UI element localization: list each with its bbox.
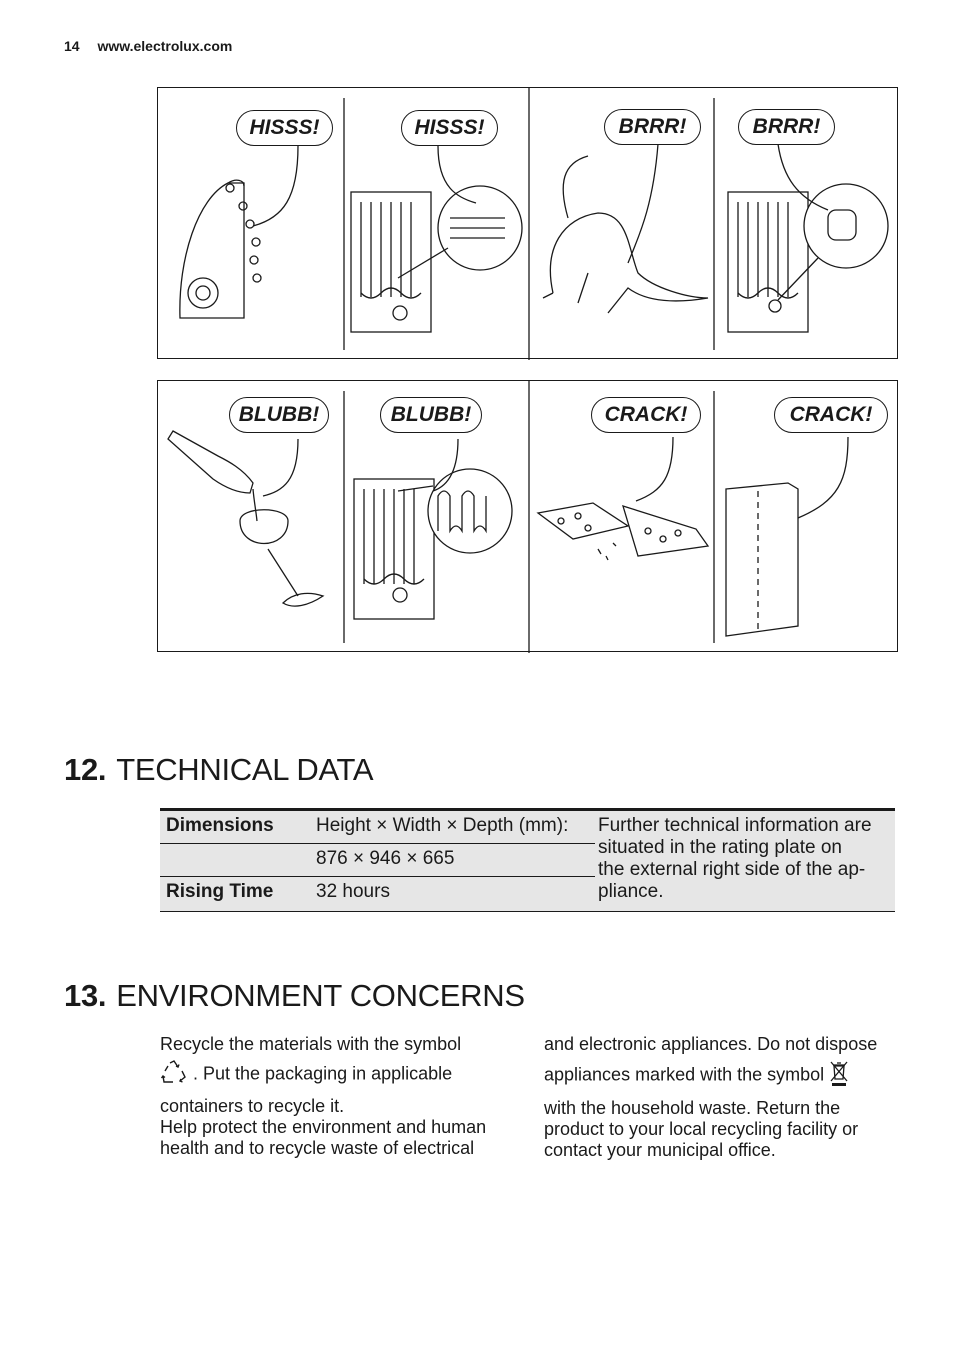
section-13-title: ENVIRONMENT CONCERNS [116, 978, 525, 1013]
bubble-hisss-2: HISSS! [401, 110, 498, 146]
bubble-brrr-1: BRRR! [604, 109, 701, 145]
section-13-heading [64, 978, 525, 1014]
environment-text-right [544, 1034, 904, 1161]
left-line-2-row [160, 1059, 530, 1090]
bubble-brrr-2: BRRR! [738, 109, 835, 145]
recycle-icon [160, 1059, 188, 1090]
section-12-title: TECHNICAL DATA [116, 752, 374, 787]
bubble-hisss-1: HISSS! [236, 110, 333, 146]
bubble-blubb-1: BLUBB! [229, 397, 329, 433]
dimensions-header: Height × Width × Depth (mm): [316, 815, 569, 836]
right-line-4: product to your local recycling facility or [544, 1119, 859, 1139]
illustration-panel-sounds-1 [157, 87, 898, 359]
row-divider-1 [160, 843, 595, 844]
note-line-1: Further technical information are [598, 815, 872, 836]
rising-time-value: 32 hours [316, 881, 390, 902]
left-line-2: . Put the packaging in applicable [188, 1063, 453, 1084]
note-line-4: pliance. [598, 881, 664, 902]
dimensions-label: Dimensions [166, 815, 274, 836]
page-header [64, 38, 232, 54]
right-line-3: with the household waste. Return the [544, 1098, 841, 1118]
dimensions-value: 876 × 946 × 665 [316, 848, 455, 869]
environment-text-left [160, 1034, 530, 1159]
right-line-2-row [544, 1059, 904, 1092]
left-line-5: health and to recycle waste of electrical [160, 1138, 475, 1158]
right-line-5: contact your municipal office. [544, 1140, 776, 1160]
note-line-3: the external right side of the ap- [598, 859, 866, 880]
bubble-crack-2: CRACK! [774, 397, 888, 433]
left-line-4: Help protect the environment and human [160, 1117, 487, 1137]
section-13-number: 13. [64, 978, 107, 1013]
technical-data-table [160, 808, 895, 912]
note-line-2: situated in the rating plate on [598, 837, 843, 858]
right-line-1: and electronic appliances. Do not dispose [544, 1034, 878, 1054]
right-line-2: appliances marked with the symbol [544, 1064, 825, 1085]
rising-time-label: Rising Time [166, 881, 274, 902]
website-link[interactable]: www.electrolux.com [97, 38, 233, 54]
illustration-panel-sounds-2 [157, 380, 898, 652]
section-12-heading [64, 752, 373, 788]
bubble-crack-1: CRACK! [591, 397, 701, 433]
left-line-3: containers to recycle it. [160, 1096, 345, 1116]
technical-note [598, 815, 894, 903]
bubble-blubb-2: BLUBB! [380, 397, 482, 433]
row-divider-2 [160, 876, 595, 877]
page-number: 14 [64, 38, 80, 54]
section-12-number: 12. [64, 752, 107, 787]
crossed-out-bin-icon [829, 1059, 849, 1092]
left-line-1: Recycle the materials with the symbol [160, 1034, 462, 1054]
